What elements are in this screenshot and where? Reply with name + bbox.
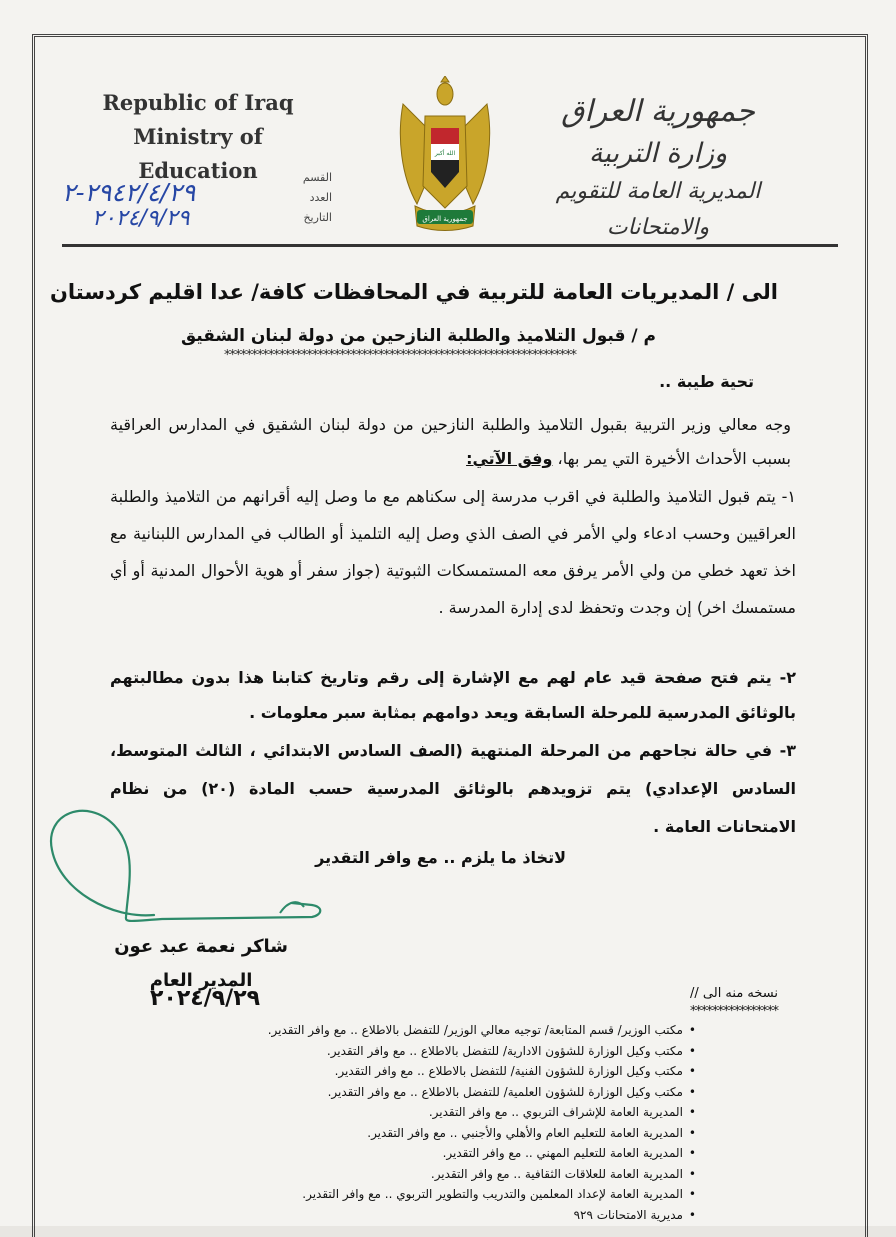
letterhead-arabic-ministry: وزارة التربية [588, 138, 728, 169]
handwritten-reference-number: ٢٩٤٢/٤/٢٩-٢ [62, 178, 196, 207]
header-divider [62, 244, 838, 247]
letterhead-ministry: Ministry of Education [133, 124, 263, 183]
signatory-title: المدير العام [149, 970, 253, 991]
handwritten-signature-icon [42, 795, 332, 930]
list-item: • مديرية الامتحانات ٩٢٩ [226, 1205, 696, 1226]
list-item: • مكتب الوزير/ قسم المتابعة/ توجيه معالي الوزير/ للتفضل بالاطلاع .. مع وافر التقدير. [226, 1020, 696, 1041]
list-item: • المديرية العامة للعلاقات الثقافية .. مع وافر التقدير. [226, 1164, 696, 1185]
directive-item-2: ٢- يتم فتح صفحة قيد عام لهم مع الإشارة إلى رقم وتاريخ كتابنا هذا بدون مطالبتهم بالوثائق المدرسية للمرحلة السابقة ويعد دوامهم بمثابة سبر معلومات . [110, 668, 796, 722]
list-item: • مكتب وكيل الوزارة للشؤون الفنية/ للتفضل بالاطلاع .. مع وافر التقدير. [226, 1061, 696, 1082]
intro-text: وجه معالي وزير التربية بقبول التلاميذ والطلبة النازحين من دولة لبنان الشقيق في المدارس العراقية بسبب الأحداث الأخيرة التي يمر بها، [110, 415, 791, 468]
addressee-line: الى / المديريات العامة للتربية في المحافظات كافة/ عدا اقليم كردستان [49, 280, 778, 304]
arabic-letterhead [508, 90, 808, 246]
list-item: • المديرية العامة للتعليم العام والأهلي والأجنبي .. مع وافر التقدير. [226, 1123, 696, 1144]
letterhead-arabic-directorate: المديرية العامة للتقويم والامتحانات [555, 179, 761, 240]
list-item: • المديرية العامة لإعداد المعلمين والتدريب والتطوير التربوي .. مع وافر التقدير. [226, 1184, 696, 1205]
signature-date: ٢٠٢٤/٩/٢٩ [150, 986, 261, 1011]
letterhead-country: Republic of Iraq [102, 90, 294, 115]
list-item: • المديرية العامة للإشراف التربوي .. مع وافر التقدير. [226, 1102, 696, 1123]
separator-stars: **************************************************************** [224, 348, 576, 363]
label-date: التاريخ [303, 211, 332, 224]
directive-item-3: ٣- في حالة نجاحهم من المرحلة المنتهية (الصف السادس الابتدائي ، الثالث المتوسط، السادس الإعدادي) يتم تزويدهم بالوثائق المدرسية حسب المادة (٢٠) من نظام الامتحانات العامة . [110, 741, 797, 836]
copy-to-list [226, 1020, 696, 1225]
letterhead-arabic-country: جمهورية العراق [561, 94, 755, 129]
reference-labels [272, 168, 332, 228]
copy-to-stars: **************** [690, 1004, 778, 1019]
closing-line: لاتخاذ ما يلزم .. مع وافر التقدير [315, 848, 566, 867]
signatory-name: شاكر نعمة عبد عون [114, 936, 288, 957]
greeting: تحية طيبة .. [659, 372, 754, 391]
intro-paragraph [110, 408, 791, 476]
emblem-banner-text: جمهورية العراق [422, 215, 468, 223]
list-item: • مكتب وكيل الوزارة للشؤون العلمية/ للتفضل بالاطلاع .. مع وافر التقدير. [226, 1082, 696, 1103]
list-item: • مكتب وكيل الوزارة للشؤون الادارية/ للتفضل بالاطلاع .. مع وافر التقدير. [226, 1041, 696, 1062]
label-section: القسم [302, 171, 332, 184]
directive-item-1: ١- يتم قبول التلاميذ والطلبة في اقرب مدرسة إلى سكناهم مع ما وصل إليه أقرانهم من التلاميذ والطلبة العراقيين وحسب ادعاء ولي الأمر في الصف الذي وصل إليه التلميذ أو الطالب في المدارس اللبنانية مع اخذ تعهد خطي من ولي الأمر يرفق معه المستمسكات الثبوتية (جواز سفر أو هوية الأحوال المدنية أو أي مستمسك اخر) إن وجدت وتحفظ لدى إدارة المدرسة . [110, 487, 796, 617]
label-number: العدد [309, 191, 332, 204]
svg-text:الله أكبر: الله أكبر [434, 150, 456, 157]
intro-emphasis: وفق الآتي: [466, 449, 553, 468]
list-item: • المديرية العامة للتعليم المهني .. مع وافر التقدير. [226, 1143, 696, 1164]
handwritten-reference-date: ٢٠٢٤/٩/٢٩ [92, 206, 190, 231]
iraq-eagle-emblem-icon [395, 76, 495, 234]
copy-to-label: نسخه منه الى // [690, 986, 778, 1001]
subject-line: م / قبول التلاميذ والطلبة النازحين من دولة لبنان الشقيق [180, 326, 656, 346]
